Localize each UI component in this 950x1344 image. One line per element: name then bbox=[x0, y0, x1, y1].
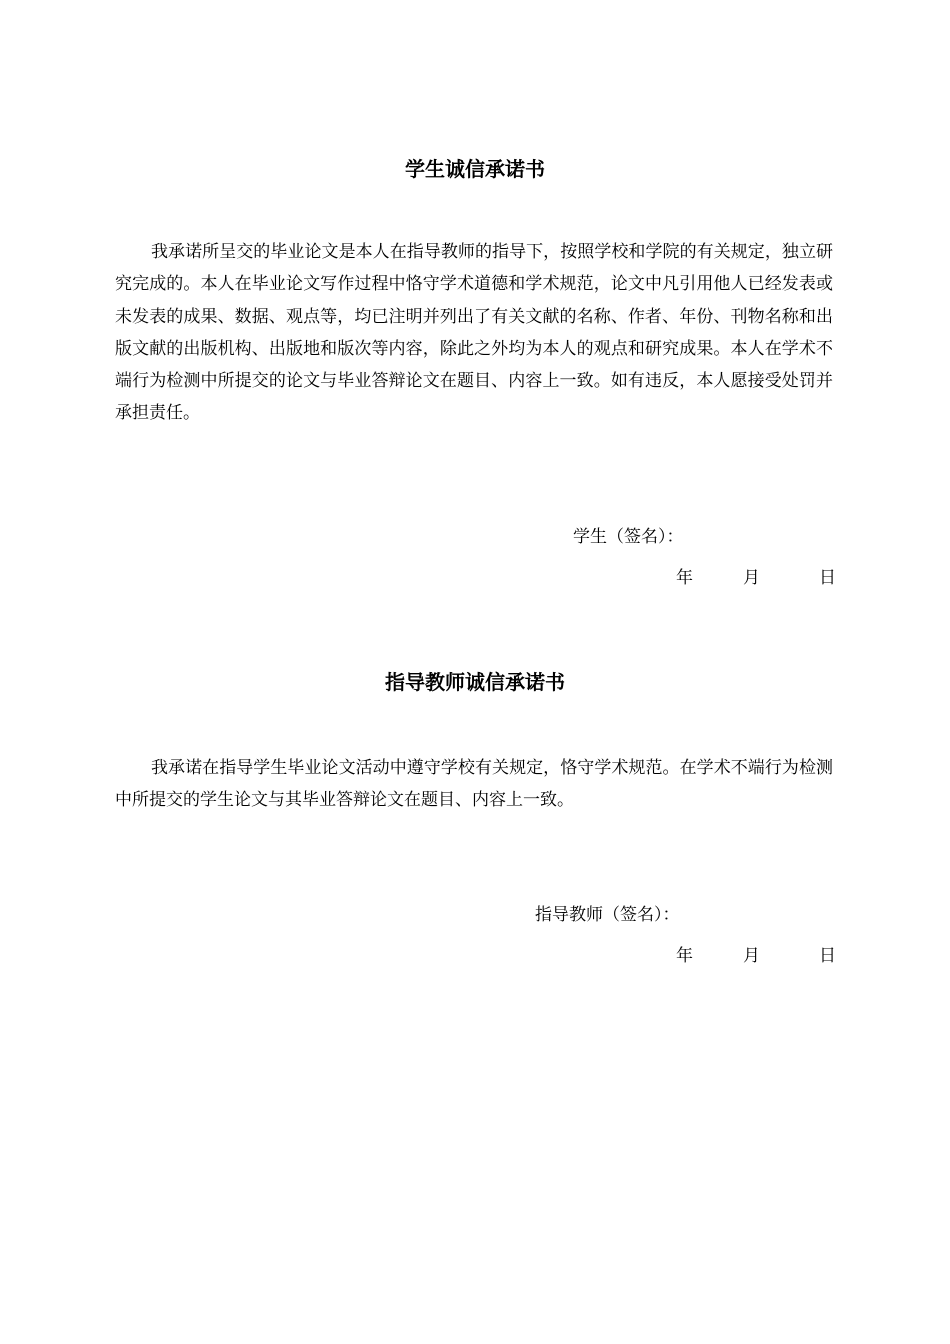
student-date-month: 月 bbox=[743, 568, 760, 588]
advisor-signature-label: 指导教师（签名）： bbox=[535, 905, 680, 925]
advisor-date-month: 月 bbox=[743, 946, 760, 966]
advisor-date-year: 年 bbox=[676, 946, 693, 966]
student-pledge-title: 学生诚信承诺书 bbox=[405, 157, 545, 181]
advisor-pledge-body: 我承诺在指导学生毕业论文活动中遵守学校有关规定，恪守学术规范。在学术不端行为检测中所提交的学生论文与其毕业答辩论文在题目、内容上一致。 bbox=[115, 758, 833, 811]
advisor-pledge-title: 指导教师诚信承诺书 bbox=[385, 670, 565, 694]
student-date-year: 年 bbox=[676, 568, 693, 588]
advisor-date-day: 日 bbox=[819, 946, 836, 966]
student-date-day: 日 bbox=[819, 568, 836, 588]
student-pledge-body: 我承诺所呈交的毕业论文是本人在指导教师的指导下，按照学校和学院的有关规定，独立研究完成的。本人在毕业论文写作过程中恪守学术道德和学术规范，论文中凡引用他人已经发表或未发表的成果、数据、观点等，均已注明并列出了有关文献的名称、作者、年份、刊物名称和出版文献的出版机构、出版地和版次等内容，除此之外均为本人的观点和研究成果。本人在学术不端行为检测中所提交的论文与毕业答辩论文在题目、内容上一致。如有违反，本人愿接受处罚并承担责任。 bbox=[115, 242, 833, 424]
student-signature-label: 学生（签名）： bbox=[573, 527, 684, 547]
